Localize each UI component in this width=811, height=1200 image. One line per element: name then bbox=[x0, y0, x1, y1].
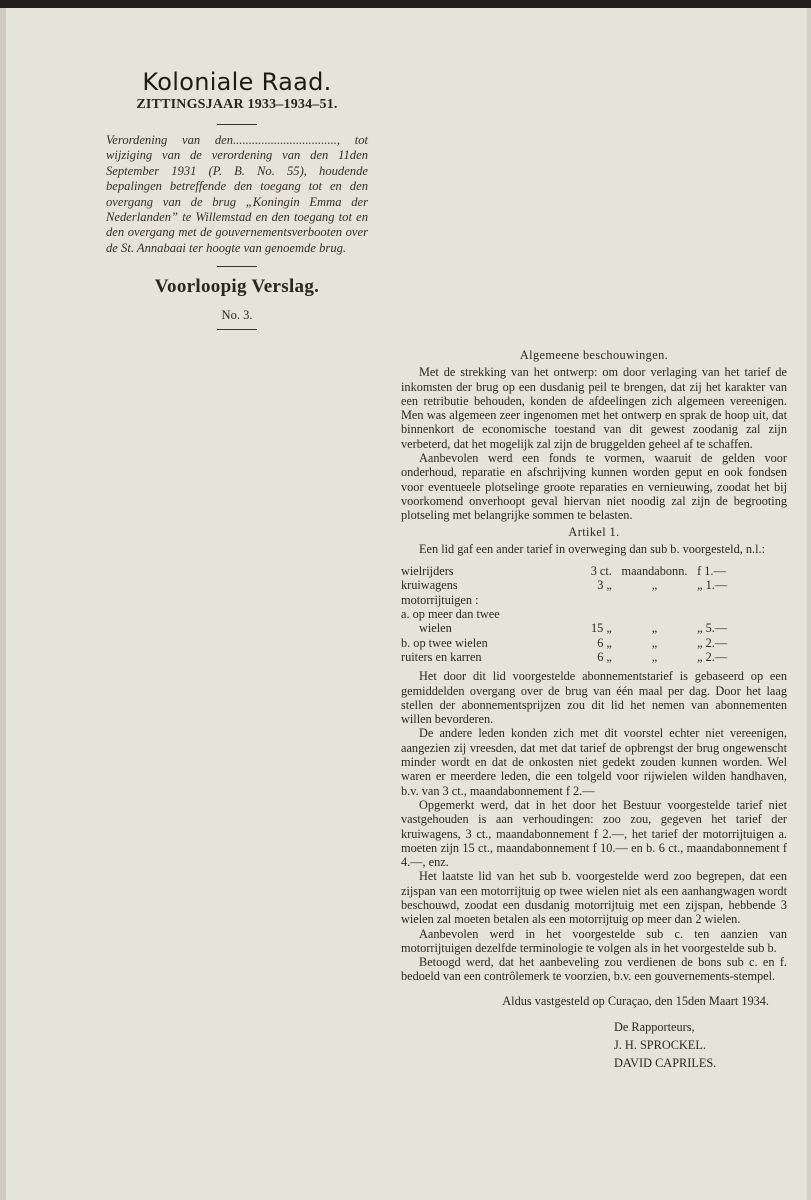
tariff-label: motorrijtuigen : bbox=[401, 592, 479, 607]
rapporteurs-label: De Rapporteurs, bbox=[614, 1020, 695, 1035]
tariff-label: wielrijders bbox=[401, 564, 454, 579]
tariff-qty: 6 „ bbox=[597, 649, 612, 664]
tariff-price: f 1.— bbox=[697, 564, 726, 579]
closing-statement: Aldus vastgesteld op Curaçao, den 15den Maart 1934. bbox=[502, 993, 769, 1008]
table-row bbox=[401, 607, 761, 621]
paragraph: Betoogd werd, dat het aanbeveling zou verdienen de bons sub c. en f. bedoeld van een contrôlemerk te voorzien, b.v. een gouvernements-stempel. bbox=[401, 955, 787, 984]
tariff-label: wielen bbox=[419, 621, 452, 636]
table-row bbox=[401, 636, 761, 650]
section-heading-article: Artikel 1. bbox=[568, 524, 620, 539]
tariff-table bbox=[401, 564, 761, 664]
tariff-price: „ 2.— bbox=[697, 649, 728, 664]
ordinance-description: Verordening van den................................., tot wijziging van de verordening van den 11den September 1931 (P. B. No. 55), houdende bepalingen betreffende den toegang tot en den overgang van de brug „Koningin Emma der Nederlanden” te Willemstad en den toegang tot en den overgang met de gouvernementsverbooten over de St. Annabaai ter hoogte van genoemde brug. bbox=[106, 133, 368, 255]
divider bbox=[217, 124, 257, 125]
session-year: ZITTINGSJAAR 1933–1934–51. bbox=[136, 97, 338, 112]
table-row bbox=[401, 593, 761, 607]
document-page bbox=[6, 8, 807, 1200]
report-number: No. 3. bbox=[221, 308, 253, 323]
tariff-price: „ 1.— bbox=[697, 578, 728, 593]
title-block bbox=[106, 68, 368, 338]
section-heading-general: Algemeene beschouwingen. bbox=[519, 348, 669, 362]
tariff-price bbox=[697, 607, 761, 621]
tariff-label: ruiters en karren bbox=[401, 649, 482, 664]
tariff-label: a. op meer dan twee bbox=[401, 607, 500, 622]
council-title: Koloniale Raad. bbox=[142, 68, 332, 96]
paragraph: De andere leden konden zich met dit voorstel echter niet vereenigen, aangezien zij vreesden, dat met dat tarief de opbrengst der brug ongewenscht minder wordt en dat de onkosten niet gedekt zouden kunnen worden. Wel waren er meerdere leden, die een tolgeld voor rijwielen wilden handhaven, b.v. van 3 ct., maandabonnement f 2.— bbox=[401, 726, 787, 798]
paragraph: Een lid gaf een ander tarief in overweging dan sub b. voorgesteld, n.l.: bbox=[419, 541, 766, 556]
rapporteur-name: J. H. SPROCKEL. bbox=[614, 1038, 706, 1053]
tariff-type: „ bbox=[651, 578, 658, 593]
tariff-qty: 6 „ bbox=[597, 635, 612, 650]
tariff-price bbox=[697, 593, 761, 607]
paragraph: Opgemerkt werd, dat in het door het Bestuur voorgestelde tarief niet vastgehouden is aan verhoudingen: zoo zou, gegeven het tarief der kruiwagens, 3 ct., maandabonnement f 2.—, het tarief der motorrijtuigen a. moeten zijn 15 ct., maandabonnement f 10.— en b. 6 ct., maandabonnement f 4.—, enz. bbox=[401, 797, 787, 870]
table-row bbox=[401, 621, 761, 635]
paragraph: Het laatste lid van het sub b. voorgestelde werd zoo begrepen, dat een zijspan van een motorrijtuig op twee wielen niet als een aanhangwagen wordt beschouwd, zoodat een dusdanig motorrijtuig met een zijspan, hebbende 3 wielen zal moeten betalen als een motorrijtuig op meer dan 2 wielen. bbox=[401, 869, 787, 927]
divider bbox=[217, 266, 257, 267]
table-row bbox=[401, 578, 761, 592]
tariff-type: „ bbox=[651, 635, 658, 650]
scan-top-border bbox=[0, 0, 811, 8]
tariff-label: b. op twee wielen bbox=[401, 635, 488, 650]
tariff-price: „ 2.— bbox=[697, 635, 728, 650]
scan-right-edge bbox=[807, 8, 811, 1200]
paragraph: Met de strekking van het ontwerp: om door verlaging van het tarief de inkomsten der brug op een dusdanig peil te brengen, dat zij het karakter van een retributie behouden, konden de afdeelingen zich algemeen vereenigen. Men was algemeen zeer ingenomen met het ontwerp en sprak de hoop uit, dat binnenkort de economische toestand van dit gewest zoodanig zal zijn verbeterd, dat het mogelijk zal zijn de bruggelden geheel af te schaffen. bbox=[401, 365, 787, 451]
tariff-type: „ bbox=[651, 621, 658, 636]
report-body bbox=[401, 348, 787, 1072]
tariff-type: maandabonn. bbox=[621, 564, 688, 579]
tariff-price: „ 5.— bbox=[697, 621, 728, 636]
paragraph: Het door dit lid voorgestelde abonnementstarief is gebaseerd op een gemiddelden overgang over de brug van één maal per dag. Door het laag stellen der abonnementsprijzen zou dit lid het nemen van abonnementen willen bevorderen. bbox=[401, 669, 787, 727]
table-row bbox=[401, 650, 761, 664]
paragraph: Aanbevolen werd een fonds te vormen, waaruit de gelden voor onderhoud, reparatie en afschrijving kunnen worden geput en ook fondsen voor eventueele plotselinge groote reparaties en vernieuwing, zoodat het bij voorkomend onverhoopt geval hiervan niet noodig zal zijn de begrooting plotseling met belangrijke sommen te belasten. bbox=[401, 451, 787, 523]
tariff-type bbox=[612, 607, 697, 621]
paragraph: Aanbevolen werd in het voorgestelde sub c. ten aanzien van motorrijtuigen dezelfde terminologie te volgen als in het voorgestelde sub b. bbox=[401, 926, 787, 955]
tariff-qty: 3 ct. bbox=[590, 564, 612, 579]
rapporteur-name: DAVID CAPRILES. bbox=[614, 1056, 717, 1071]
divider bbox=[217, 329, 257, 330]
tariff-qty: 3 „ bbox=[597, 578, 612, 593]
tariff-type bbox=[612, 593, 697, 607]
tariff-label: kruiwagens bbox=[401, 578, 458, 593]
table-row bbox=[401, 564, 761, 578]
tariff-qty bbox=[569, 607, 612, 621]
report-title: Voorloopig Verslag. bbox=[154, 276, 320, 298]
tariff-qty bbox=[569, 593, 612, 607]
tariff-qty: 15 „ bbox=[591, 621, 612, 636]
tariff-type: „ bbox=[651, 649, 658, 664]
